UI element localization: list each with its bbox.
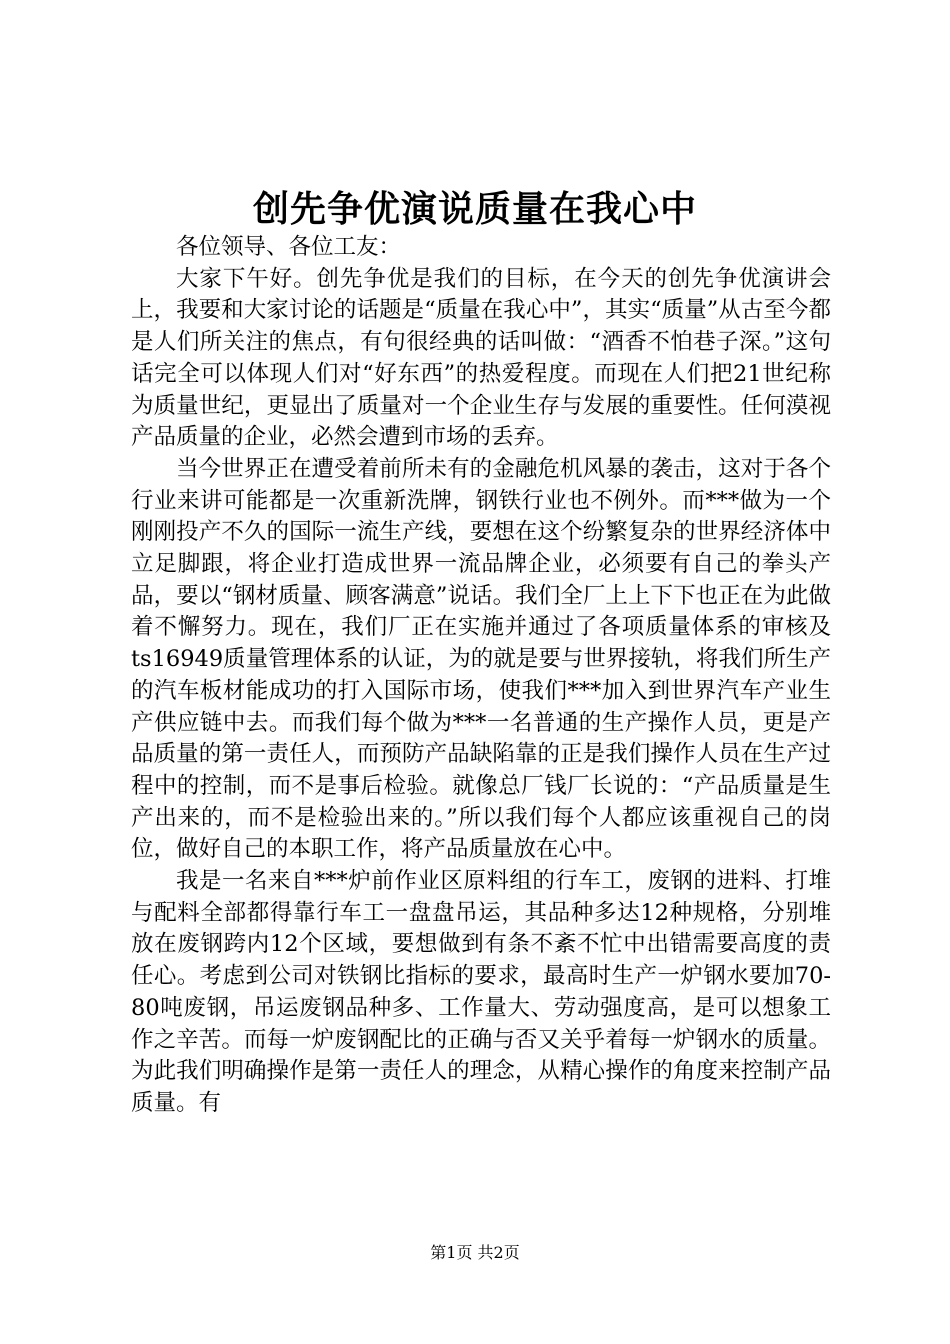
page-footer: 第1页 共2页 <box>430 1243 520 1262</box>
document-body <box>131 232 831 1120</box>
salutation: 各位领导、各位工友： <box>176 234 402 260</box>
document-title: 创先争优演说质量在我心中 <box>252 188 697 230</box>
paragraph-3: 我是一名来自***炉前作业区原料组的行车工，废钢的进料、打堆与配料全部都得靠行车工一盘盘吊运，其品种多达12种规格，分别堆放在废钢跨内12个区域，要想做到有条不紊不忙中出错需要高度的责任心。考虑到公司对铁钢比指标的要求，最高时生产一炉钢水要加70-80吨废钢，吊运废钢品种多、工作量大、劳动强度高，是可以想象工作之辛苦。而每一炉废钢配比的正确与否又关乎着每一炉钢水的质量。为此我们明确操作是第一责任人的理念，从精心操作的角度来控制产品质量。有 <box>131 868 831 1116</box>
paragraph-2: 当今世界正在遭受着前所未有的金融危机风暴的袭击，这对于各个行业来讲可能都是一次重新洗牌，钢铁行业也不例外。而***做为一个刚刚投产不久的国际一流生产线，要想在这个纷繁复杂的世界经济体中立足脚跟，将企业打造成世界一流品牌企业，必须要有自己的拳头产品，要以“钢材质量、顾客满意”说话。我们全厂上上下下也正在为此做着不懈努力。现在，我们厂正在实施并通过了各项质量体系的审核及ts16949质量管理体系的认证，为的就是要与世界接轨，将我们所生产的汽车板材能成功的打入国际市场，使我们***加入到世界汽车产业生产供应链中去。而我们每个做为***一名普通的生产操作人员，更是产品质量的第一责任人，而预防产品缺陷靠的正是我们操作人员在生产过程中的控制，而不是事后检验。就像总厂钱厂长说的：“产品质量是生产出来的，而不是检验出来的。”所以我们每个人都应该重视自己的岗位，做好自己的本职工作，将产品质量放在心中。 <box>131 455 831 863</box>
paragraph-1: 大家下午好。创先争优是我们的目标，在今天的创先争优演讲会上，我要和大家讨论的话题是“质量在我心中”，其实“质量”从古至今都是人们所关注的焦点，有句很经典的话叫做：“酒香不怕巷子深。”这句话完全可以体现人们对“好东西”的热爱程度。而现在人们把21世纪称为质量世纪，更显出了质量对一个企业生存与发展的重要性。任何漠视产品质量的企业，必然会遭到市场的丢弃。 <box>131 265 831 451</box>
